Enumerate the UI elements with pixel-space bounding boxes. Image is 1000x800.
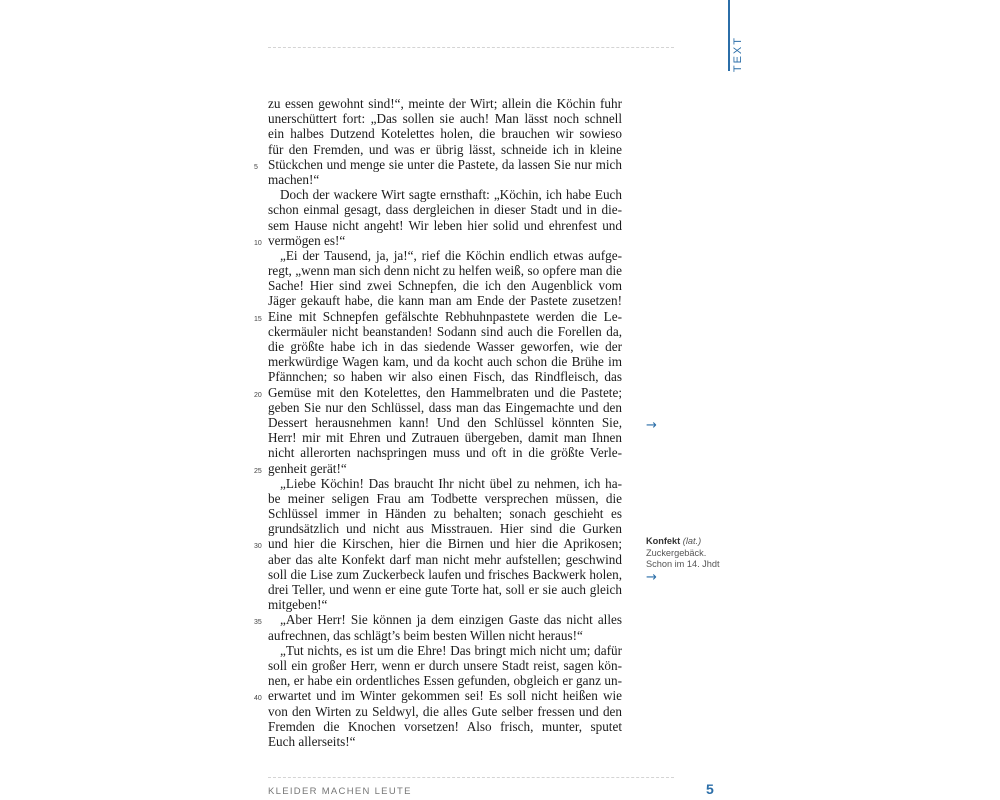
text-line: [268, 704, 622, 719]
line-text: aber das alte Konfekt darf man nicht mehr aufstellen; geschwind: [268, 551, 622, 567]
line-text: be meiner seligen Frau am Todbette versprechen müssen, die: [268, 490, 622, 506]
line-text: „Aber Herr! Sie können ja dem einzigen Gaste das nicht alles: [280, 612, 622, 628]
text-line: [268, 202, 622, 217]
line-text: Dessert herausnehmen kann! Und den Schlüssel könnten Sie,: [268, 414, 622, 430]
line-text: Euch allerseits!“: [268, 733, 356, 749]
text-line: [268, 111, 622, 126]
section-rule: [728, 0, 730, 71]
line-number: 10: [254, 239, 262, 247]
line-text: ein halbes Dutzend Kotelettes holen, die brauchen wir sowieso: [268, 126, 622, 142]
text-line: [268, 445, 622, 460]
text-line: [254, 460, 622, 476]
line-text: machen!“: [268, 171, 320, 187]
line-text: aufrechnen, das schlägt’s beim besten Willen nicht heraus!“: [268, 627, 583, 643]
text-line: [254, 536, 622, 552]
text-line: [268, 734, 622, 749]
text-line: [268, 673, 622, 688]
line-text: ckermäuler nicht beanstanden! Sodann sind auch die Forellen da,: [268, 323, 622, 339]
text-line: [268, 218, 622, 233]
line-text: Eine mit Schnepfen gefälschte Rebhuhnpastete werden die Le-: [268, 308, 622, 324]
text-line: [254, 612, 622, 628]
text-line: [268, 400, 622, 415]
gloss-note: Schon im 14. Jhdt: [646, 559, 720, 569]
page-number: 5: [706, 781, 714, 797]
text-line: [268, 567, 622, 582]
line-number: 15: [254, 315, 262, 323]
text-line: [268, 582, 622, 597]
text-line: [268, 658, 622, 673]
text-line: [268, 142, 622, 157]
text-line: [268, 521, 622, 536]
line-text: die größte habe ich in das siedende Wasser geworfen, wie der: [268, 339, 622, 354]
line-text: Jäger gekauft habe, die kann man am Ende der Pastete zusetzen!: [268, 293, 622, 309]
text-line: [268, 126, 622, 141]
line-number: 20: [254, 391, 262, 399]
gloss-term: Konfekt: [646, 536, 681, 546]
line-text: „Ei der Tausend, ja, ja!“, rief die Köchin endlich etwas aufge-: [280, 247, 622, 263]
text-line: [268, 491, 622, 506]
line-number: 30: [254, 543, 262, 551]
line-text: Schlüssel immer in Händen zu behalten; sonach geschieht es: [268, 506, 622, 522]
text-line: [268, 187, 622, 202]
gloss-arrow-icon[interactable]: →: [646, 570, 657, 585]
text-line: [268, 172, 622, 187]
text-line: [268, 719, 622, 734]
text-line: [268, 293, 622, 308]
line-text: schon einmal gesagt, dass dergleichen in dieser Stadt und in die-: [268, 202, 622, 218]
text-line: [268, 430, 622, 445]
line-text: „Liebe Köchin! Das braucht Ihr nicht übel zu nehmen, ich ha-: [280, 475, 622, 491]
line-text: drei Teller, und wenn er eine gute Torte hat, soll er sie auch gleich: [268, 582, 622, 597]
text-line: [268, 628, 622, 643]
text-line: [268, 552, 622, 567]
text-line: [254, 308, 622, 324]
text-line: [268, 96, 622, 111]
line-text: vermögen es!“: [268, 232, 346, 248]
line-text: grundsätzlich und nicht aus Misstrauen. Hier sind die Gurken: [268, 521, 622, 537]
line-text: Sache! Hier sind zwei Schnepfen, die ich den Augenblick vom: [268, 278, 622, 294]
line-text: nen, er habe ein ordentliches Essen gefunden, obgleich er ganz un-: [268, 673, 622, 689]
line-text: und hier die Kirschen, hier die Birnen und hier die Aprikosen;: [268, 536, 622, 552]
text-line: [268, 248, 622, 263]
line-text: sem Hause nicht angeht! Wir leben hier solid und ehrenfest und: [268, 217, 622, 233]
line-text: „Tut nichts, es ist um die Ehre! Das bringt mich nicht um; dafür: [280, 642, 622, 658]
line-text: nicht allerorten nachspringen muss und oft in die größte Verle-: [268, 445, 622, 461]
margin-arrow-icon[interactable]: →: [646, 418, 657, 433]
line-text: soll die Lise zum Zuckerbeck laufen und frisches Backwerk holen,: [268, 566, 622, 582]
section-label: TEXT: [732, 36, 744, 73]
text-line: [268, 354, 622, 369]
text-line: [254, 232, 622, 248]
line-text: zu essen gewohnt sind!“, meinte der Wirt; allein die Köchin fuhr: [268, 96, 622, 111]
bottom-divider: [268, 777, 674, 778]
line-number: 5: [254, 163, 258, 171]
line-text: unerschüttert fort: „Das sollen sie auch! Man lässt noch schnell: [268, 111, 622, 127]
text-line: [254, 688, 622, 704]
margin-gloss: [646, 536, 736, 571]
line-text: Pfännchen; so haben wir also einen Fisch, das Rindfleisch, das: [268, 369, 622, 385]
text-line: [268, 339, 622, 354]
text-line: [268, 278, 622, 293]
line-text: von den Wirten zu Seldwyl, die alles Gute selber fressen und den: [268, 703, 622, 719]
line-number: 40: [254, 695, 262, 703]
text-line: [254, 384, 622, 400]
text-line: [268, 476, 622, 491]
line-number: 25: [254, 467, 262, 475]
line-text: erwartet und im Winter gekommen sei! Es soll nicht heißen wie: [268, 688, 622, 704]
gloss-language: (lat.): [682, 536, 702, 546]
text-line: [268, 643, 622, 658]
running-title: KLEIDER MACHEN LEUTE: [268, 786, 412, 797]
text-line: [268, 369, 622, 384]
text-line: [268, 415, 622, 430]
line-text: Gemüse mit den Kotelettes, den Hammelbraten und die Pastete;: [268, 384, 622, 400]
line-text: soll ein großer Herr, wenn er durch unsere Stadt reist, sagen kön-: [268, 657, 622, 673]
line-text: geben Sie nur den Schlüssel, dass man das Eingemachte und den: [268, 399, 622, 415]
body-text: [254, 96, 622, 749]
line-text: genheit gerät!“: [268, 460, 347, 476]
line-text: Doch der wackere Wirt sagte ernsthaft: „Köchin, ich habe Euch: [280, 187, 622, 203]
text-line: [268, 597, 622, 612]
gloss-definition: Zuckergebäck.: [646, 547, 707, 558]
line-text: Fremden die Knochen vorsetzen! Also frisch, munter, sputet: [268, 718, 622, 734]
line-text: regt, „wenn man sich denn nicht zu helfen weiß, so opfere man die: [268, 263, 622, 279]
text-line: [268, 263, 622, 278]
line-text: für den Fremden, und was er übrig lässt, schneide ich in kleine: [268, 141, 622, 157]
line-number: 35: [254, 619, 262, 627]
text-line: [268, 324, 622, 339]
text-line: [254, 156, 622, 172]
line-text: Herr! mir mit Ehren und Zutrauen übergeben, damit man Ihnen: [268, 430, 622, 446]
line-text: mitgeben!“: [268, 597, 328, 613]
text-line: [268, 506, 622, 521]
line-text: merkwürdige Wagen kam, und da kocht auch schon die Brühe im: [268, 354, 622, 370]
top-divider: [268, 47, 674, 48]
line-text: Stückchen und menge sie unter die Pastete, da lassen Sie nur mich: [268, 156, 622, 172]
